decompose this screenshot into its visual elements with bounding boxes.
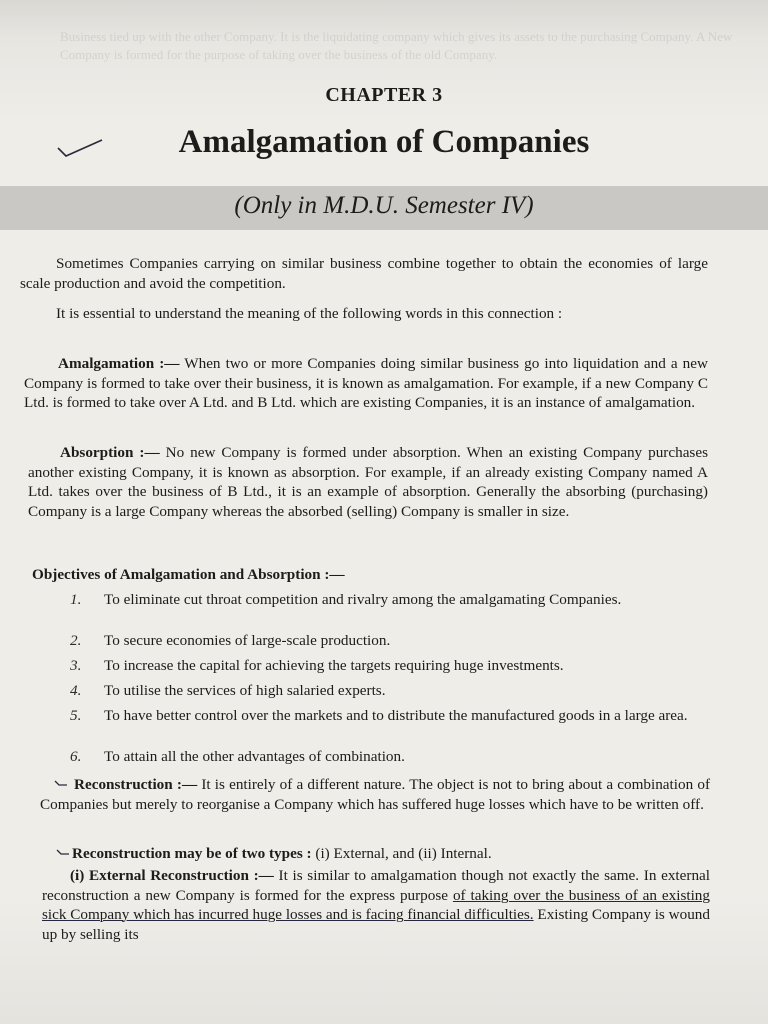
external-reconstruction-underlined-text: of taking over the business of an existing sick Company which has incurred huge losses and is facing financial difficulties. (42, 886, 710, 923)
list-item-text: To have better control over the markets and to distribute the manufactured goods in a large area. (104, 707, 688, 724)
reconstruction-term: Reconstruction :— (74, 776, 198, 793)
list-item-number: 1. (70, 591, 82, 608)
list-item (70, 747, 708, 767)
list-item-number: 4. (70, 682, 82, 699)
external-reconstruction-term: (i) External Reconstruction :— (70, 867, 274, 884)
bleed-through-text: Business tied up with the other Company. It is the liquidating company which gives its assets to the purchasing Company. A New Company is formed for the purpose of taking over the business of the old Company. (60, 29, 733, 62)
list-item (70, 681, 708, 701)
intro-paragraph-1: Sometimes Companies carrying on similar business combine together to obtain the economies of large scale production and avoid the competition. (20, 255, 708, 292)
reconstruction-types-text: (i) External, and (ii) Internal. (315, 845, 492, 862)
pen-tick-mark-icon (56, 846, 70, 856)
list-item (70, 631, 708, 651)
list-item-number: 3. (70, 657, 82, 674)
list-item-text: To utilise the services of high salaried experts. (104, 682, 386, 699)
reconstruction-text: It is entirely of a different nature. The object is not to bring about a combination of Companies but merely to reorganise a Company which has suffered huge losses which have to be written off. (40, 776, 711, 813)
page-title: Amalgamation of Companies (178, 124, 590, 160)
absorption-term: Absorption :— (60, 444, 160, 461)
list-item-text: To increase the capital for achieving the targets requiring huge investments. (104, 657, 564, 674)
list-item-text: To secure economies of large-scale production. (104, 632, 391, 649)
list-item (70, 590, 708, 610)
absorption-text: No new Company is formed under absorption. When an existing Company purchases another existing Company, it is known as absorption. For example, if an already existing Company named A Ltd. takes over the business of B Ltd., it is an example of absorption. Generally the absorbing (purchasing) Company is a large Company whereas the absorbed (selling) Company is smaller in size. (28, 444, 708, 520)
list-item-number: 6. (70, 748, 82, 765)
intro-paragraph-2: It is essential to understand the meaning of the following words in this connection : (56, 305, 563, 322)
subtitle: (Only in M.D.U. Semester IV) (234, 192, 534, 219)
amalgamation-text: When two or more Companies doing similar business go into liquidation and a new Company is formed to take over their business, it is known as amalgamation. For example, if a new Company C Ltd. is formed to take over A Ltd. and B Ltd. which are existing Companies, it is an instance of amalgamation. (24, 355, 708, 411)
list-item-number: 2. (70, 632, 82, 649)
reconstruction-types-line (72, 844, 712, 864)
pen-tick-mark-icon (54, 777, 68, 787)
reconstruction-types-lead: Reconstruction may be of two types : (72, 845, 312, 862)
amalgamation-term: Amalgamation :— (58, 355, 180, 372)
objectives-heading: Objectives of Amalgamation and Absorption :— (32, 566, 345, 583)
absorption-paragraph (28, 443, 708, 521)
chapter-label: CHAPTER 3 (325, 84, 443, 106)
list-item-text: To eliminate cut throat competition and rivalry among the amalgamating Companies. (104, 591, 622, 608)
list-item-text: To attain all the other advantages of combination. (104, 748, 405, 765)
reconstruction-paragraph (40, 775, 710, 814)
list-item (70, 706, 708, 726)
list-item (70, 656, 708, 676)
amalgamation-paragraph (24, 354, 708, 413)
external-reconstruction-text-a: It is similar to amalgamation though not exactly the same. In external reconstruction a new Company is formed for the express purpose (42, 867, 711, 904)
external-reconstruction-text-c: Existing Company is wound up by selling its (42, 906, 710, 943)
external-reconstruction-paragraph (42, 866, 710, 944)
list-item-number: 5. (70, 707, 82, 724)
